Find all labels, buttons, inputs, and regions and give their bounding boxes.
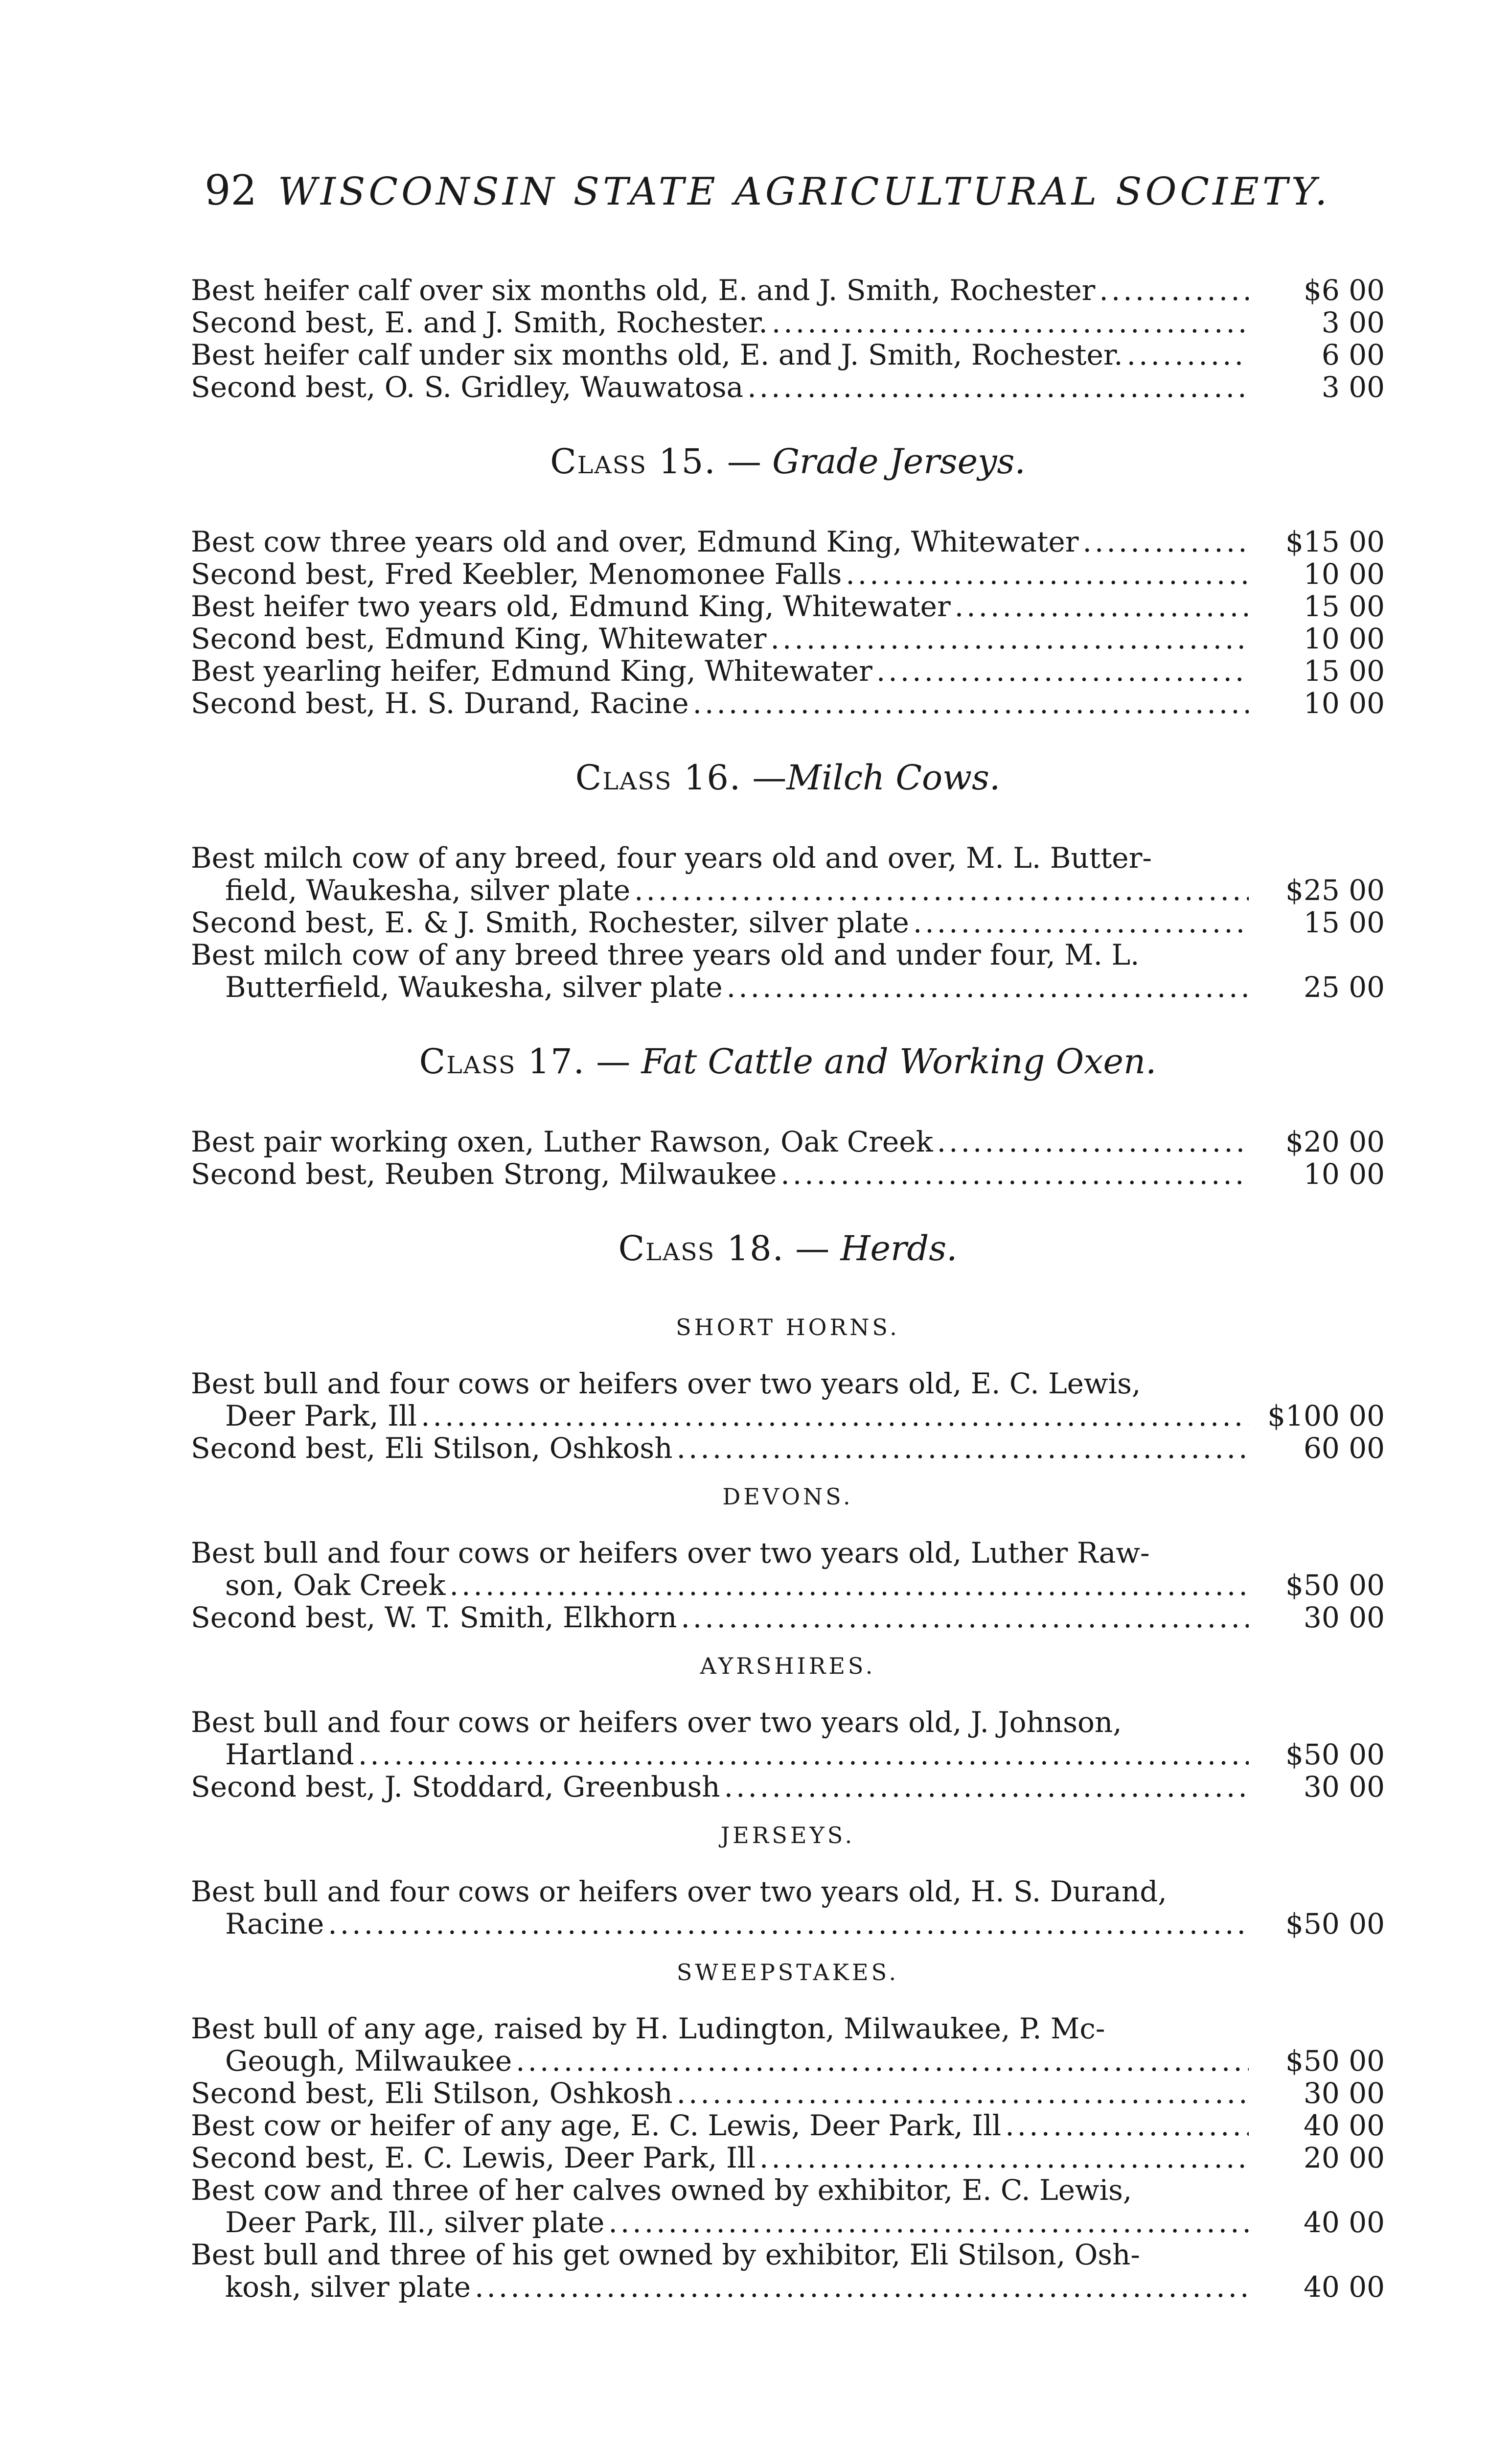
entry-text-line2: son, Oak Creek	[225, 1569, 446, 1602]
breed-entries	[191, 2012, 1385, 2303]
premium-entry	[191, 2239, 1385, 2303]
dot-leader	[681, 1601, 1249, 1634]
premium-entry	[191, 623, 1385, 655]
class-label: Class 15.	[550, 441, 716, 482]
class-title: Grade Jerseys.	[772, 441, 1026, 482]
entry-amount: $6 00	[1303, 274, 1385, 307]
premium-entry	[191, 2012, 1385, 2077]
entry-amount: 3 00	[1321, 370, 1385, 404]
entry-text: Second best, Eli Stilson, Oshkosh	[191, 2077, 673, 2110]
premium-entry	[191, 842, 1385, 906]
breed-heading: SWEEPSTAKES.	[676, 1959, 899, 1985]
premium-entry	[191, 2174, 1385, 2239]
dot-leader	[1127, 339, 1249, 371]
dot-leader	[724, 1771, 1249, 1803]
dot-leader	[955, 590, 1249, 623]
entry-amount: $50 00	[1285, 1738, 1385, 1771]
entry-text: Second best, J. Stoddard, Greenbush	[191, 1770, 720, 1803]
premium-entry	[191, 2109, 1385, 2142]
premium-entry	[191, 1875, 1385, 1940]
entry-text-line2: Deer Park, Ill	[225, 1399, 417, 1432]
entry-amount: 10 00	[1303, 622, 1385, 655]
entry-amount: 30 00	[1303, 1770, 1385, 1803]
premium-entry	[191, 339, 1385, 371]
premium-entry	[191, 1126, 1385, 1158]
entry-amount: 30 00	[1303, 2077, 1385, 2110]
entry-text-line1: Best bull of any age, raised by H. Ludington, Milwaukee, P. Mc-	[191, 2012, 1105, 2045]
entry-text-line2: kosh, silver plate	[225, 2270, 471, 2304]
entry-text-line2: field, Waukesha, silver plate	[225, 874, 631, 907]
premium-entry	[191, 558, 1385, 590]
dot-leader	[677, 1432, 1249, 1464]
breed-entries	[191, 1875, 1385, 1940]
entry-text: Second best, Edmund King, Whitewater	[191, 622, 767, 655]
dot-leader	[780, 1158, 1249, 1190]
entry-text-line1: Best bull and three of his get owned by exhibitor, Eli Stilson, Osh-	[191, 2238, 1140, 2271]
dot-leader	[937, 1126, 1249, 1158]
premium-entry	[191, 371, 1385, 403]
entry-text-line2: Racine	[225, 1907, 324, 1940]
entry-text-line1: Best bull and four cows or heifers over two years old, J. Johnson,	[191, 1706, 1122, 1739]
class-heading: Class 15. — Grade Jerseys.	[550, 441, 1026, 482]
dot-leader	[1082, 526, 1249, 558]
entry-amount: 25 00	[1303, 970, 1385, 1004]
entry-text: Second best, E. & J. Smith, Rochester, silver plate	[191, 906, 909, 939]
entry-amount: 10 00	[1303, 1157, 1385, 1191]
dot-leader	[634, 874, 1249, 906]
premium-entry	[191, 1367, 1385, 1432]
dot-leader	[677, 2077, 1249, 2109]
dot-leader	[876, 655, 1249, 687]
class-label: Class 18.	[618, 1228, 784, 1269]
dot-leader	[328, 1908, 1249, 1940]
entry-text: Best cow three years old and over, Edmund King, Whitewater	[191, 525, 1079, 558]
entry-text-line1: Best milch cow of any breed three years old and under four, M. L.	[191, 938, 1140, 971]
entry-text-line2: Geough, Milwaukee	[225, 2044, 512, 2078]
premium-entry	[191, 655, 1385, 687]
premium-entry	[191, 1537, 1385, 1601]
entry-text: Best cow or heifer of any age, E. C. Lewis, Deer Park, Ill	[191, 2109, 1002, 2142]
entry-amount: 15 00	[1303, 906, 1385, 939]
entry-amount: 15 00	[1303, 590, 1385, 623]
entry-text: Second best, H. S. Durand, Racine	[191, 687, 689, 720]
entry-text: Best yearling heifer, Edmund King, Whitewater	[191, 654, 872, 688]
dot-leader	[727, 971, 1249, 1003]
entry-text: Second best, E. and J. Smith, Rochester.	[191, 306, 768, 339]
entry-text: Best heifer calf over six months old, E. and J. Smith, Rochester	[191, 274, 1096, 307]
breed-heading: DEVONS.	[722, 1483, 853, 1510]
entry-amount: 30 00	[1303, 1601, 1385, 1634]
entry-amount: 40 00	[1303, 2109, 1385, 2142]
dot-leader	[846, 558, 1249, 590]
breed-heading: AYRSHIRES.	[700, 1653, 876, 1679]
dot-leader	[1099, 274, 1249, 306]
breed-heading: SHORT HORNS.	[676, 1314, 900, 1340]
entry-text: Second best, W. T. Smith, Elkhorn	[191, 1601, 677, 1634]
entry-amount: 60 00	[1303, 1431, 1385, 1465]
entry-text-line1: Best cow and three of her calves owned by exhibitor, E. C. Lewis,	[191, 2173, 1132, 2207]
entry-amount: 6 00	[1321, 338, 1385, 371]
entry-amount: 15 00	[1303, 654, 1385, 688]
dot-leader	[475, 2271, 1249, 2303]
entry-text-line2: Deer Park, Ill., silver plate	[225, 2206, 605, 2239]
breed-entries	[191, 1706, 1385, 1803]
entry-amount: $15 00	[1285, 525, 1385, 558]
entry-amount: 3 00	[1321, 306, 1385, 339]
premium-entry	[191, 1432, 1385, 1464]
class-title: Herds.	[840, 1228, 958, 1269]
entry-text: Best heifer two years old, Edmund King, Whitewater	[191, 590, 951, 623]
premium-entry	[191, 1158, 1385, 1190]
premium-entry	[191, 306, 1385, 339]
entry-text: Second best, E. C. Lewis, Deer Park, Ill	[191, 2141, 756, 2174]
dot-leader	[1005, 2109, 1249, 2142]
premium-entry	[191, 687, 1385, 719]
class-heading: Class 17. — Fat Cattle and Working Oxen.	[419, 1041, 1157, 1082]
entry-amount: $20 00	[1285, 1125, 1385, 1158]
page-number: 92	[205, 166, 257, 214]
entry-amount: 10 00	[1303, 687, 1385, 720]
dot-leader	[693, 687, 1249, 719]
entry-text-line1: Best milch cow of any breed, four years old and over, M. L. Butter-	[191, 841, 1152, 875]
premium-entry	[191, 1601, 1385, 1634]
breed-heading: JERSEYS.	[720, 1822, 855, 1848]
entry-amount: $25 00	[1285, 874, 1385, 907]
running-title: WISCONSIN STATE AGRICULTURAL SOCIETY.	[278, 170, 1331, 214]
continued-entries	[191, 274, 1385, 403]
premium-entry	[191, 1706, 1385, 1771]
entry-amount: 40 00	[1303, 2206, 1385, 2239]
class-title: Fat Cattle and Working Oxen.	[641, 1041, 1157, 1082]
class-entries	[191, 842, 1385, 1003]
class-title: Milch Cows.	[786, 758, 1001, 798]
entry-text: Second best, Reuben Strong, Milwaukee	[191, 1157, 777, 1191]
dot-leader	[770, 623, 1249, 655]
dot-leader	[772, 306, 1249, 339]
entry-amount: $50 00	[1285, 2044, 1385, 2078]
dot-leader	[421, 1400, 1249, 1432]
class-label: Class 16.	[575, 758, 742, 798]
breed-entries	[191, 1367, 1385, 1464]
dot-leader	[608, 2206, 1249, 2239]
page-header	[205, 166, 1379, 214]
entry-text: Second best, O. S. Gridley, Wauwatosa	[191, 370, 744, 404]
entry-text-line1: Best bull and four cows or heifers over two years old, E. C. Lewis,	[191, 1367, 1141, 1400]
entry-text-line2: Hartland	[225, 1738, 354, 1771]
dot-leader	[759, 2142, 1249, 2174]
dot-leader	[747, 371, 1249, 403]
premium-entry	[191, 906, 1385, 939]
premium-entry	[191, 2142, 1385, 2174]
class-heading: Class 18. — Herds.	[618, 1228, 958, 1269]
class-entries	[191, 1126, 1385, 1190]
entry-amount: 40 00	[1303, 2270, 1385, 2304]
class-entries	[191, 526, 1385, 719]
entry-amount: 20 00	[1303, 2141, 1385, 2174]
entry-text-line2: Butterfield, Waukesha, silver plate	[225, 970, 723, 1004]
entry-text-line1: Best bull and four cows or heifers over two years old, H. S. Durand,	[191, 1875, 1167, 1908]
entry-amount: $50 00	[1285, 1907, 1385, 1940]
entry-text: Best pair working oxen, Luther Rawson, Oak Creek	[191, 1125, 933, 1158]
premium-entry	[191, 590, 1385, 623]
entry-amount: $100 00	[1267, 1399, 1385, 1432]
premium-entry	[191, 274, 1385, 306]
dot-leader	[516, 2045, 1249, 2077]
dot-leader	[450, 1569, 1249, 1601]
premium-entry	[191, 939, 1385, 1003]
entry-text: Second best, Fred Keebler, Menomonee Falls	[191, 557, 842, 591]
premium-entry	[191, 526, 1385, 558]
entry-text: Best heifer calf under six months old, E. and J. Smith, Rochester.	[191, 338, 1123, 371]
dot-leader	[913, 906, 1249, 939]
premium-entry	[191, 1771, 1385, 1803]
class-heading: Class 16. —Milch Cows.	[575, 758, 1001, 798]
entry-text: Second best, Eli Stilson, Oshkosh	[191, 1431, 673, 1465]
premium-entry	[191, 2077, 1385, 2109]
entry-amount: 10 00	[1303, 557, 1385, 591]
entry-text-line1: Best bull and four cows or heifers over two years old, Luther Raw-	[191, 1536, 1150, 1570]
page-content	[191, 274, 1385, 2303]
dot-leader	[358, 1738, 1249, 1771]
breed-entries	[191, 1537, 1385, 1634]
entry-amount: $50 00	[1285, 1569, 1385, 1602]
class-label: Class 17.	[419, 1041, 585, 1082]
